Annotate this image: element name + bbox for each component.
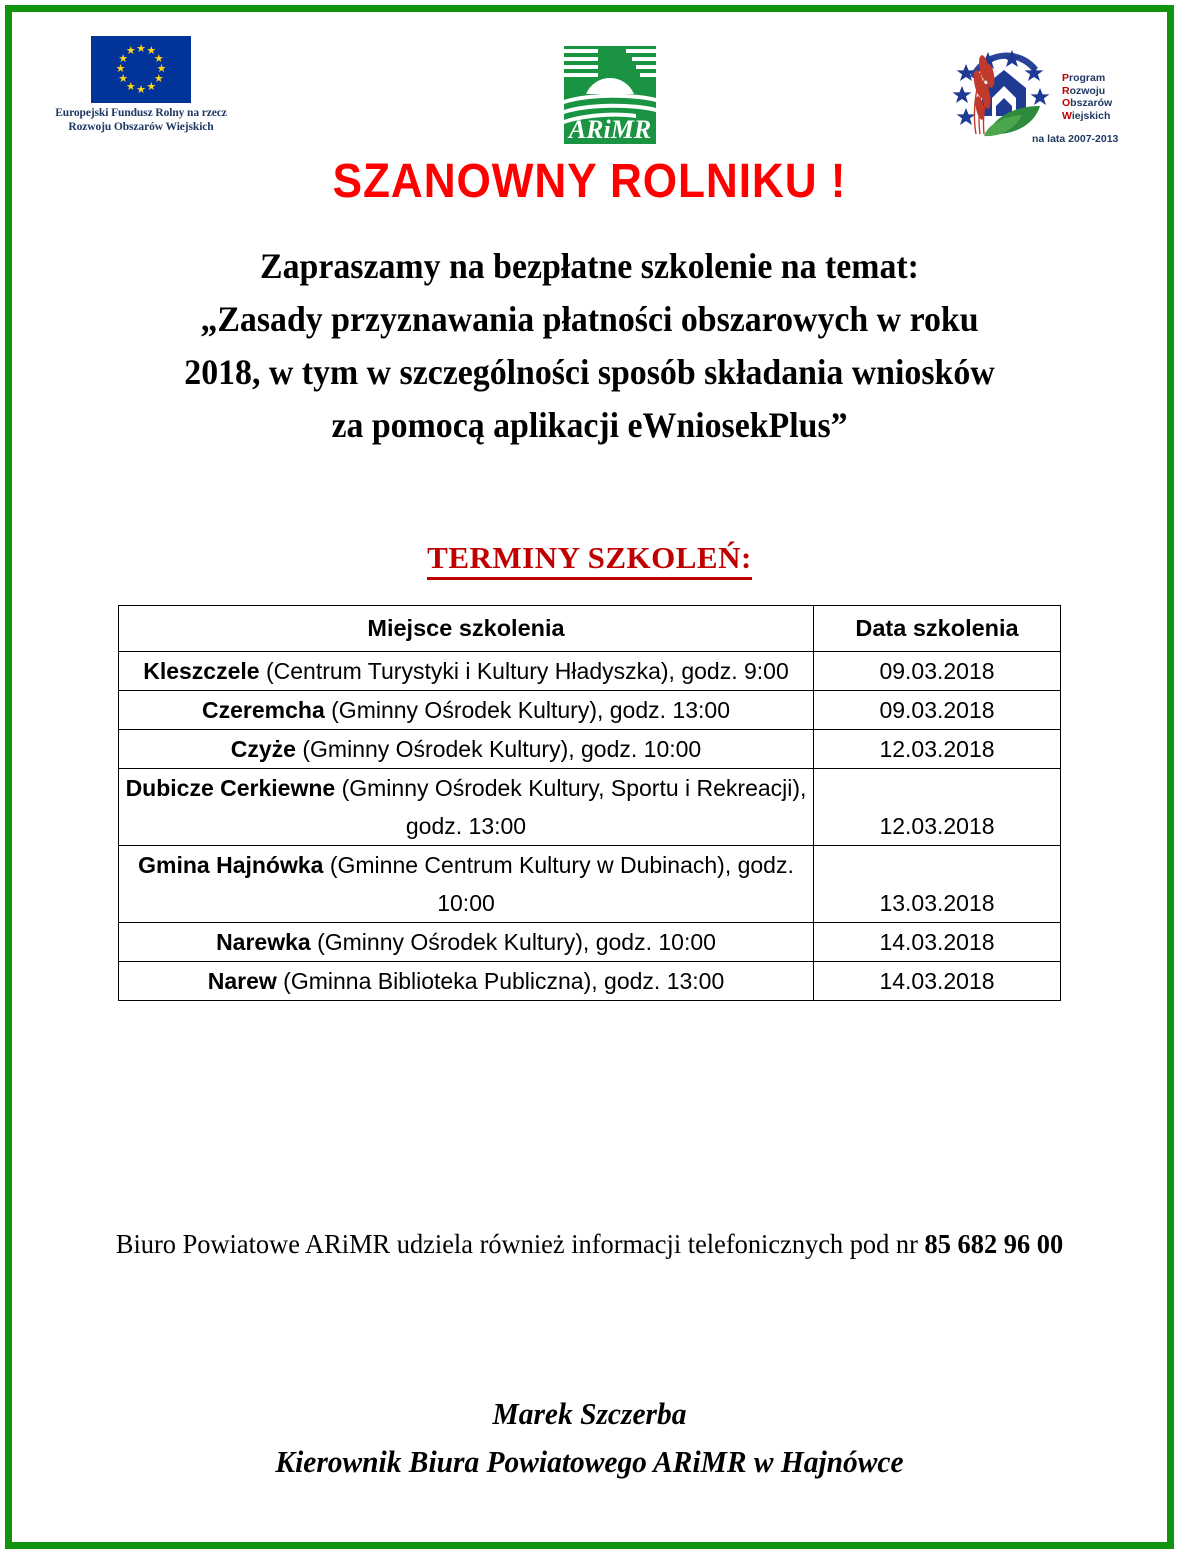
cell-date: 12.03.2018 xyxy=(814,730,1061,769)
section-heading-text: TERMINY SZKOLEŃ: xyxy=(427,540,752,580)
eu-star-icon: ★ xyxy=(146,45,157,58)
cell-place xyxy=(119,769,814,846)
place-name: Narew xyxy=(207,968,277,994)
signature-position: Kierownik Biura Powiatowego ARiMR w Hajnówce xyxy=(275,1444,904,1479)
place-details: (Gminny Ośrodek Kultury), godz. 10:00 xyxy=(295,736,702,762)
eu-logo-caption xyxy=(46,107,236,134)
page-title: SZANOWNY ROLNIKU ! xyxy=(332,155,847,208)
column-header-place: Miejsce szkolenia xyxy=(119,606,814,652)
eu-caption-line-2: Rozwoju Obszarów Wiejskich xyxy=(68,120,214,133)
arimr-wordmark: ARiMR xyxy=(568,115,652,144)
prow-logo-years: na lata 2007-2013 xyxy=(1032,133,1119,145)
eu-caption-line-1: Europejski Fundusz Rolny na rzecz xyxy=(55,107,227,119)
prow-logo xyxy=(950,38,1136,148)
eu-star-icon: ★ xyxy=(118,52,129,65)
cell-date: 14.03.2018 xyxy=(814,923,1061,962)
place-name: Czyże xyxy=(230,736,296,762)
schedule-table xyxy=(118,605,1061,1001)
cell-place xyxy=(119,962,814,1001)
cell-place xyxy=(119,730,814,769)
place-name: Narewka xyxy=(216,929,311,955)
eu-star-icon: ★ xyxy=(115,63,126,75)
eu-flag-icon xyxy=(91,36,191,103)
place-name: Kleszczele xyxy=(143,658,260,684)
cell-place xyxy=(119,691,814,730)
prow-logo-text xyxy=(1062,72,1112,122)
place-details: (Gminna Biblioteka Publiczna), godz. 13:00 xyxy=(276,968,725,994)
invitation-line-1: Zapraszamy na bezpłatne szkolenie na temat: xyxy=(260,246,919,286)
invitation-line-2: „Zasady przyznawania płatności obszarowych w roku xyxy=(200,299,979,339)
phone-number: 85 682 96 00 xyxy=(924,1228,1064,1259)
prow-logo-icon xyxy=(950,42,1058,142)
phone-note-text: Biuro Powiatowe ARiMR udziela również informacji telefonicznych pod nr xyxy=(115,1228,925,1259)
signature-block xyxy=(29,1390,1149,1486)
cell-place xyxy=(119,846,814,923)
cell-date: 09.03.2018 xyxy=(814,691,1061,730)
eu-star-icon: ★ xyxy=(156,63,167,75)
cell-date: 14.03.2018 xyxy=(814,962,1061,1001)
place-details: (Gminne Centrum Kultury w Dubinach), godz. 10:00 xyxy=(323,852,794,916)
place-details: (Centrum Turystyki i Kultury Hładyszka), godz. 9:00 xyxy=(259,658,789,684)
column-header-date: Data szkolenia xyxy=(814,606,1061,652)
table-row xyxy=(119,846,1061,923)
logo-row xyxy=(0,36,1179,156)
eu-star-icon: ★ xyxy=(136,83,146,96)
place-name: Gmina Hajnówka xyxy=(138,852,324,878)
invitation-text xyxy=(64,240,1116,452)
table-row xyxy=(119,691,1061,730)
invitation-line-3: 2018, w tym w szczególności sposób składania wniosków xyxy=(184,352,995,392)
eu-star-icon: ★ xyxy=(118,73,129,86)
eu-flag-logo xyxy=(46,36,236,134)
table-row xyxy=(119,923,1061,962)
phone-note xyxy=(49,1222,1131,1265)
place-details: (Gminny Ośrodek Kultury, Sportu i Rekreacji), godz. 13:00 xyxy=(335,775,807,839)
eu-star-icon: ★ xyxy=(136,42,146,55)
arimr-logo-icon xyxy=(558,46,662,144)
cell-date: 09.03.2018 xyxy=(814,652,1061,691)
signature-name: Marek Szczerba xyxy=(492,1396,687,1431)
eu-star-icon: ★ xyxy=(153,73,164,86)
place-details: (Gminny Ośrodek Kultury), godz. 13:00 xyxy=(324,697,730,723)
place-details: (Gminny Ośrodek Kultury), godz. 10:00 xyxy=(310,929,716,955)
eu-star-icon: ★ xyxy=(125,80,136,93)
arimr-logo xyxy=(558,46,662,144)
prow-line-1: Program xyxy=(1062,72,1106,84)
prow-line-2: Rozwoju xyxy=(1062,84,1106,97)
place-name: Czeremcha xyxy=(202,697,325,723)
table-row xyxy=(119,730,1061,769)
cell-date: 12.03.2018 xyxy=(814,769,1061,846)
eu-star-icon: ★ xyxy=(125,45,136,58)
prow-line-4: Wiejskich xyxy=(1062,109,1111,122)
table-header-row xyxy=(119,606,1061,652)
schedule-table-wrapper xyxy=(118,605,1060,1001)
place-name: Dubicze Cerkiewne xyxy=(125,775,336,801)
eu-star-icon: ★ xyxy=(146,80,157,93)
eu-star-icon: ★ xyxy=(153,52,164,65)
cell-place xyxy=(119,923,814,962)
table-row xyxy=(119,769,1061,846)
prow-line-3: Obszarów xyxy=(1062,97,1113,110)
section-heading xyxy=(0,540,1179,576)
table-row xyxy=(119,652,1061,691)
table-row xyxy=(119,962,1061,1001)
invitation-line-4: za pomocą aplikacji eWniosekPlus” xyxy=(331,405,848,445)
cell-date: 13.03.2018 xyxy=(814,846,1061,923)
cell-place xyxy=(119,652,814,691)
